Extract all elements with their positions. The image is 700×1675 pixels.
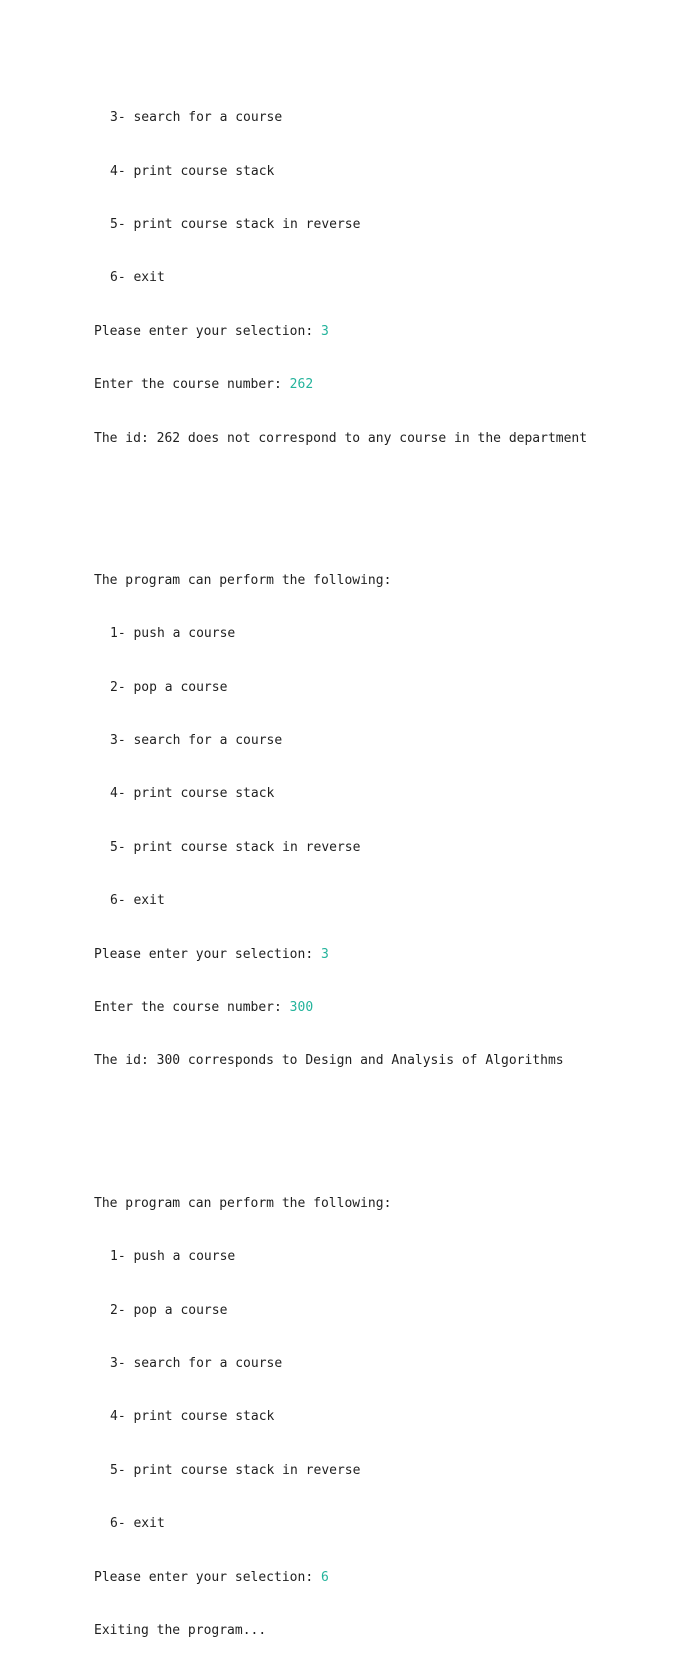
menu-item-exit: 6- exit — [110, 270, 165, 286]
selection-prompt-line — [94, 946, 684, 964]
menu-item-search: 3- search for a course — [110, 1355, 283, 1371]
menu-item-search: 3- search for a course — [110, 733, 283, 749]
selection-prompt-line — [94, 1569, 684, 1587]
menu-item-search: 3- search for a course — [110, 110, 283, 126]
menu-heading: The program can perform the following: — [94, 1195, 392, 1211]
menu-item-push: 1- push a course — [110, 1249, 236, 1265]
console-output — [94, 38, 684, 1675]
course-prompt: Enter the course number: — [94, 1000, 290, 1016]
course-prompt: Enter the course number: — [94, 377, 290, 393]
menu-item-print-reverse: 5- print course stack in reverse — [110, 1462, 361, 1478]
search-result: The id: 262 does not correspond to any course in the department — [94, 430, 588, 446]
selection-input: 6 — [320, 1569, 329, 1585]
blank-line — [94, 1106, 684, 1124]
menu-item-print-reverse: 5- print course stack in reverse — [110, 839, 361, 855]
menu-item-exit: 6- exit — [110, 893, 165, 909]
selection-prompt: Please enter your selection: — [94, 946, 321, 962]
course-prompt-line — [94, 376, 684, 394]
menu-heading: The program can perform the following: — [94, 572, 392, 588]
course-input: 262 — [289, 377, 314, 393]
selection-input: 3 — [320, 323, 329, 339]
menu-item-print: 4- print course stack — [110, 1409, 275, 1425]
exit-message: Exiting the program... — [94, 1622, 267, 1638]
course-prompt-line — [94, 999, 684, 1017]
course-input: 300 — [289, 1000, 314, 1016]
menu-item-print-reverse: 5- print course stack in reverse — [110, 216, 361, 232]
menu-item-exit: 6- exit — [110, 1516, 165, 1532]
menu-item-print: 4- print course stack — [110, 163, 275, 179]
menu-item-pop: 2- pop a course — [110, 1302, 228, 1318]
selection-prompt-line — [94, 323, 684, 341]
selection-input: 3 — [320, 946, 329, 962]
blank-line — [94, 483, 684, 501]
menu-item-push: 1- push a course — [110, 626, 236, 642]
selection-prompt: Please enter your selection: — [94, 323, 321, 339]
selection-prompt: Please enter your selection: — [94, 1569, 321, 1585]
menu-item-pop: 2- pop a course — [110, 679, 228, 695]
search-result: The id: 300 corresponds to Design and Analysis of Algorithms — [94, 1053, 564, 1069]
menu-item-print: 4- print course stack — [110, 786, 275, 802]
